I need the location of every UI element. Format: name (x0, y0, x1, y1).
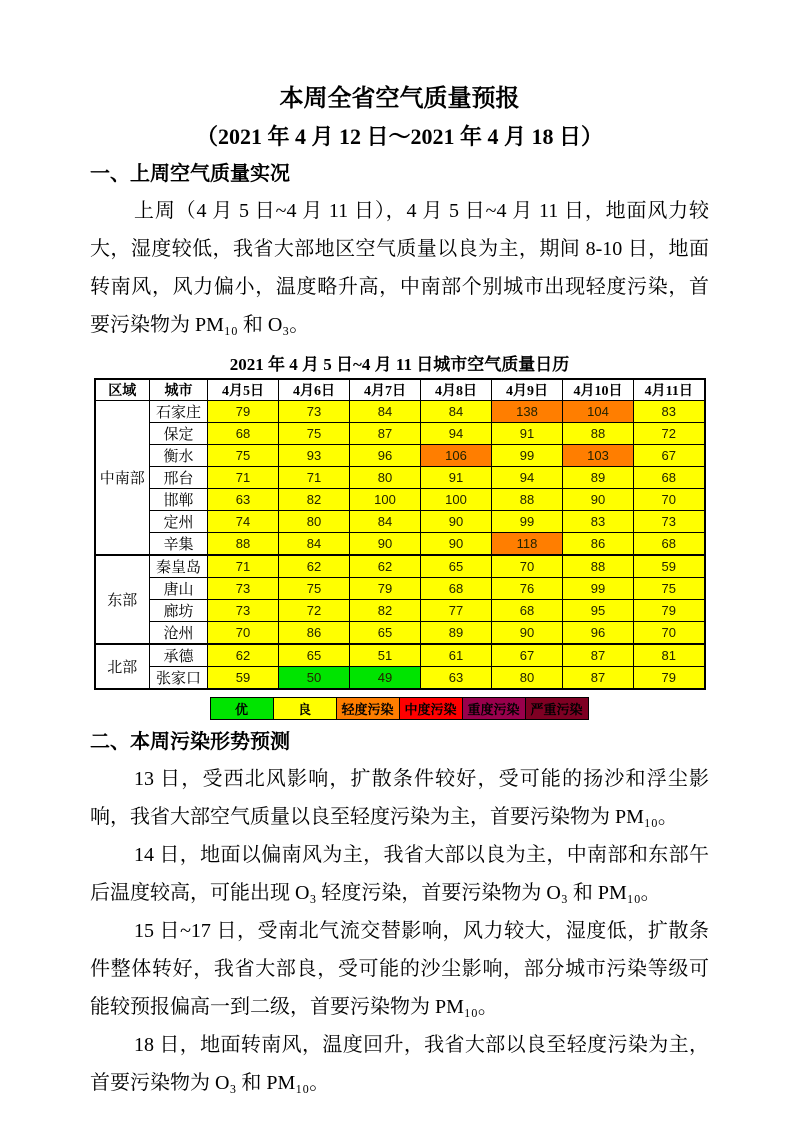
aqi-value-cell: 70 (634, 489, 705, 511)
aqi-value-cell: 87 (563, 667, 634, 690)
city-cell: 唐山 (150, 578, 208, 600)
aqi-value-cell: 81 (634, 644, 705, 667)
aqi-value-cell: 106 (421, 445, 492, 467)
aqi-value-cell: 74 (208, 511, 279, 533)
aqi-value-cell: 90 (421, 511, 492, 533)
aqi-value-cell: 65 (421, 555, 492, 578)
aqi-value-cell: 75 (208, 445, 279, 467)
table-row (95, 511, 705, 533)
aqi-value-cell: 89 (563, 467, 634, 489)
column-header-region: 区域 (95, 379, 150, 401)
aqi-value-cell: 68 (634, 467, 705, 489)
legend-item: 重度污染 (462, 697, 526, 720)
section1-heading: 一、上周空气质量实况 (90, 163, 290, 185)
region-cell: 中南部 (95, 401, 150, 556)
aqi-value-cell: 82 (350, 600, 421, 622)
aqi-value-cell: 100 (350, 489, 421, 511)
aqi-value-cell: 88 (563, 423, 634, 445)
aqi-value-cell: 51 (350, 644, 421, 667)
aqi-value-cell: 90 (421, 533, 492, 556)
table-row (95, 533, 705, 556)
aqi-value-cell: 91 (492, 423, 563, 445)
column-header-date: 4月9日 (492, 379, 563, 401)
table-row (95, 445, 705, 467)
aqi-value-cell: 79 (634, 667, 705, 690)
table-row (95, 489, 705, 511)
legend-item: 优 (210, 697, 274, 720)
aqi-value-cell: 68 (208, 423, 279, 445)
aqi-value-cell: 90 (492, 622, 563, 645)
aqi-value-cell: 84 (350, 511, 421, 533)
column-header-date: 4月11日 (634, 379, 705, 401)
aqi-value-cell: 71 (208, 467, 279, 489)
forecast-paragraph: 13 日，受西北风影响，扩散条件较好，受可能的扬沙和浮尘影响，我省大部空气质量以良至轻度污染为主，首要污染物为 PM₁₀。 (90, 768, 709, 828)
aqi-value-cell: 77 (421, 600, 492, 622)
city-cell: 张家口 (150, 667, 208, 690)
forecast-paragraph: 18 日，地面转南风，温度回升，我省大部以良至轻度污染为主，首要污染物为 O₃ 和 PM₁₀。 (90, 1034, 709, 1094)
aqi-value-cell: 88 (208, 533, 279, 556)
city-cell: 衡水 (150, 445, 208, 467)
section1-paragraph: 上周（4 月 5 日~4 月 11 日），4 月 5 日~4 月 11 日，地面风力较大，湿度较低，我省大部地区空气质量以良为主，期间 8-10 日，地面转南风，风力偏小，温度略升高，中南部个别城市出现轻度污染，首要污染物为 PM₁₀ 和 O₃。 (90, 200, 709, 336)
aqi-value-cell: 104 (563, 401, 634, 423)
city-cell: 沧州 (150, 622, 208, 645)
table-row (95, 555, 705, 578)
aqi-value-cell: 65 (350, 622, 421, 645)
aqi-value-cell: 70 (634, 622, 705, 645)
aqi-value-cell: 63 (421, 667, 492, 690)
aqi-value-cell: 99 (492, 511, 563, 533)
table-row (95, 667, 705, 690)
aqi-value-cell: 93 (279, 445, 350, 467)
city-cell: 邢台 (150, 467, 208, 489)
aqi-value-cell: 62 (208, 644, 279, 667)
aqi-value-cell: 86 (563, 533, 634, 556)
aqi-value-cell: 68 (421, 578, 492, 600)
legend-item: 良 (273, 697, 337, 720)
column-header-city: 城市 (150, 379, 208, 401)
table-row (95, 423, 705, 445)
table-row (95, 622, 705, 645)
aqi-value-cell: 79 (350, 578, 421, 600)
forecast-paragraph: 14 日，地面以偏南风为主，我省大部以良为主，中南部和东部午后温度较高，可能出现 O₃ 轻度污染，首要污染物为 O₃ 和 PM₁₀。 (90, 844, 709, 904)
aqi-value-cell: 65 (279, 644, 350, 667)
calendar-title: 2021 年 4 月 5 日~4 月 11 日城市空气质量日历 (229, 355, 570, 374)
aqi-value-cell: 99 (563, 578, 634, 600)
aqi-value-cell: 84 (350, 401, 421, 423)
aqi-value-cell: 84 (279, 533, 350, 556)
legend-item: 轻度污染 (336, 697, 400, 720)
aqi-value-cell: 73 (208, 600, 279, 622)
aqi-value-cell: 118 (492, 533, 563, 556)
section2-heading: 二、本周污染形势预测 (90, 731, 290, 753)
aqi-value-cell: 80 (492, 667, 563, 690)
table-row (95, 467, 705, 489)
aqi-value-cell: 73 (208, 578, 279, 600)
aqi-value-cell: 83 (634, 401, 705, 423)
aqi-value-cell: 62 (279, 555, 350, 578)
aqi-value-cell: 82 (279, 489, 350, 511)
city-cell: 定州 (150, 511, 208, 533)
table-row (95, 578, 705, 600)
column-header-date: 4月7日 (350, 379, 421, 401)
aqi-value-cell: 89 (421, 622, 492, 645)
aqi-calendar-table (94, 378, 706, 690)
aqi-value-cell: 91 (421, 467, 492, 489)
page-title: 本周全省空气质量预报 (279, 86, 520, 112)
aqi-value-cell: 75 (279, 423, 350, 445)
aqi-value-cell: 84 (421, 401, 492, 423)
aqi-value-cell: 94 (492, 467, 563, 489)
aqi-value-cell: 68 (634, 533, 705, 556)
aqi-value-cell: 75 (279, 578, 350, 600)
aqi-value-cell: 88 (492, 489, 563, 511)
aqi-value-cell: 94 (421, 423, 492, 445)
aqi-value-cell: 103 (563, 445, 634, 467)
aqi-value-cell: 67 (492, 644, 563, 667)
city-cell: 秦皇岛 (150, 555, 208, 578)
aqi-value-cell: 83 (563, 511, 634, 533)
aqi-value-cell: 80 (350, 467, 421, 489)
aqi-value-cell: 59 (208, 667, 279, 690)
legend-item: 严重污染 (525, 697, 589, 720)
column-header-date: 4月5日 (208, 379, 279, 401)
aqi-value-cell: 59 (634, 555, 705, 578)
aqi-value-cell: 79 (208, 401, 279, 423)
aqi-value-cell: 50 (279, 667, 350, 690)
aqi-value-cell: 96 (563, 622, 634, 645)
aqi-value-cell: 62 (350, 555, 421, 578)
city-cell: 保定 (150, 423, 208, 445)
region-cell: 东部 (95, 555, 150, 644)
aqi-value-cell: 95 (563, 600, 634, 622)
aqi-value-cell: 99 (492, 445, 563, 467)
aqi-value-cell: 68 (492, 600, 563, 622)
aqi-value-cell: 71 (279, 467, 350, 489)
table-row (95, 644, 705, 667)
aqi-value-cell: 76 (492, 578, 563, 600)
aqi-value-cell: 67 (634, 445, 705, 467)
aqi-value-cell: 63 (208, 489, 279, 511)
city-cell: 承德 (150, 644, 208, 667)
table-header-row (95, 379, 705, 401)
aqi-value-cell: 86 (279, 622, 350, 645)
aqi-value-cell: 72 (634, 423, 705, 445)
aqi-value-cell: 70 (208, 622, 279, 645)
column-header-date: 4月10日 (563, 379, 634, 401)
aqi-value-cell: 70 (492, 555, 563, 578)
aqi-value-cell: 80 (279, 511, 350, 533)
aqi-value-cell: 72 (279, 600, 350, 622)
aqi-value-cell: 73 (279, 401, 350, 423)
aqi-value-cell: 100 (421, 489, 492, 511)
aqi-value-cell: 49 (350, 667, 421, 690)
aqi-value-cell: 75 (634, 578, 705, 600)
aqi-value-cell: 87 (350, 423, 421, 445)
aqi-value-cell: 138 (492, 401, 563, 423)
city-cell: 石家庄 (150, 401, 208, 423)
aqi-value-cell: 96 (350, 445, 421, 467)
aqi-value-cell: 61 (421, 644, 492, 667)
table-row (95, 600, 705, 622)
aqi-value-cell: 87 (563, 644, 634, 667)
page-subtitle: （2021 年 4 月 12 日～2021 年 4 月 18 日） (195, 124, 603, 149)
city-cell: 邯郸 (150, 489, 208, 511)
aqi-value-cell: 73 (634, 511, 705, 533)
aqi-value-cell: 79 (634, 600, 705, 622)
aqi-value-cell: 71 (208, 555, 279, 578)
region-cell: 北部 (95, 644, 150, 689)
city-cell: 廊坊 (150, 600, 208, 622)
forecast-paragraph: 15 日~17 日，受南北气流交替影响，风力较大，湿度低，扩散条件整体转好，我省大部良，受可能的沙尘影响，部分城市污染等级可能较预报偏高一到二级，首要污染物为 PM₁₀。 (90, 920, 709, 1018)
table-row (95, 401, 705, 423)
column-header-date: 4月8日 (421, 379, 492, 401)
aqi-value-cell: 90 (350, 533, 421, 556)
forecast-section (90, 726, 709, 1102)
column-header-date: 4月6日 (279, 379, 350, 401)
aqi-value-cell: 88 (563, 555, 634, 578)
city-cell: 辛集 (150, 533, 208, 556)
aqi-legend (90, 697, 709, 720)
legend-item: 中度污染 (399, 697, 463, 720)
aqi-value-cell: 90 (563, 489, 634, 511)
